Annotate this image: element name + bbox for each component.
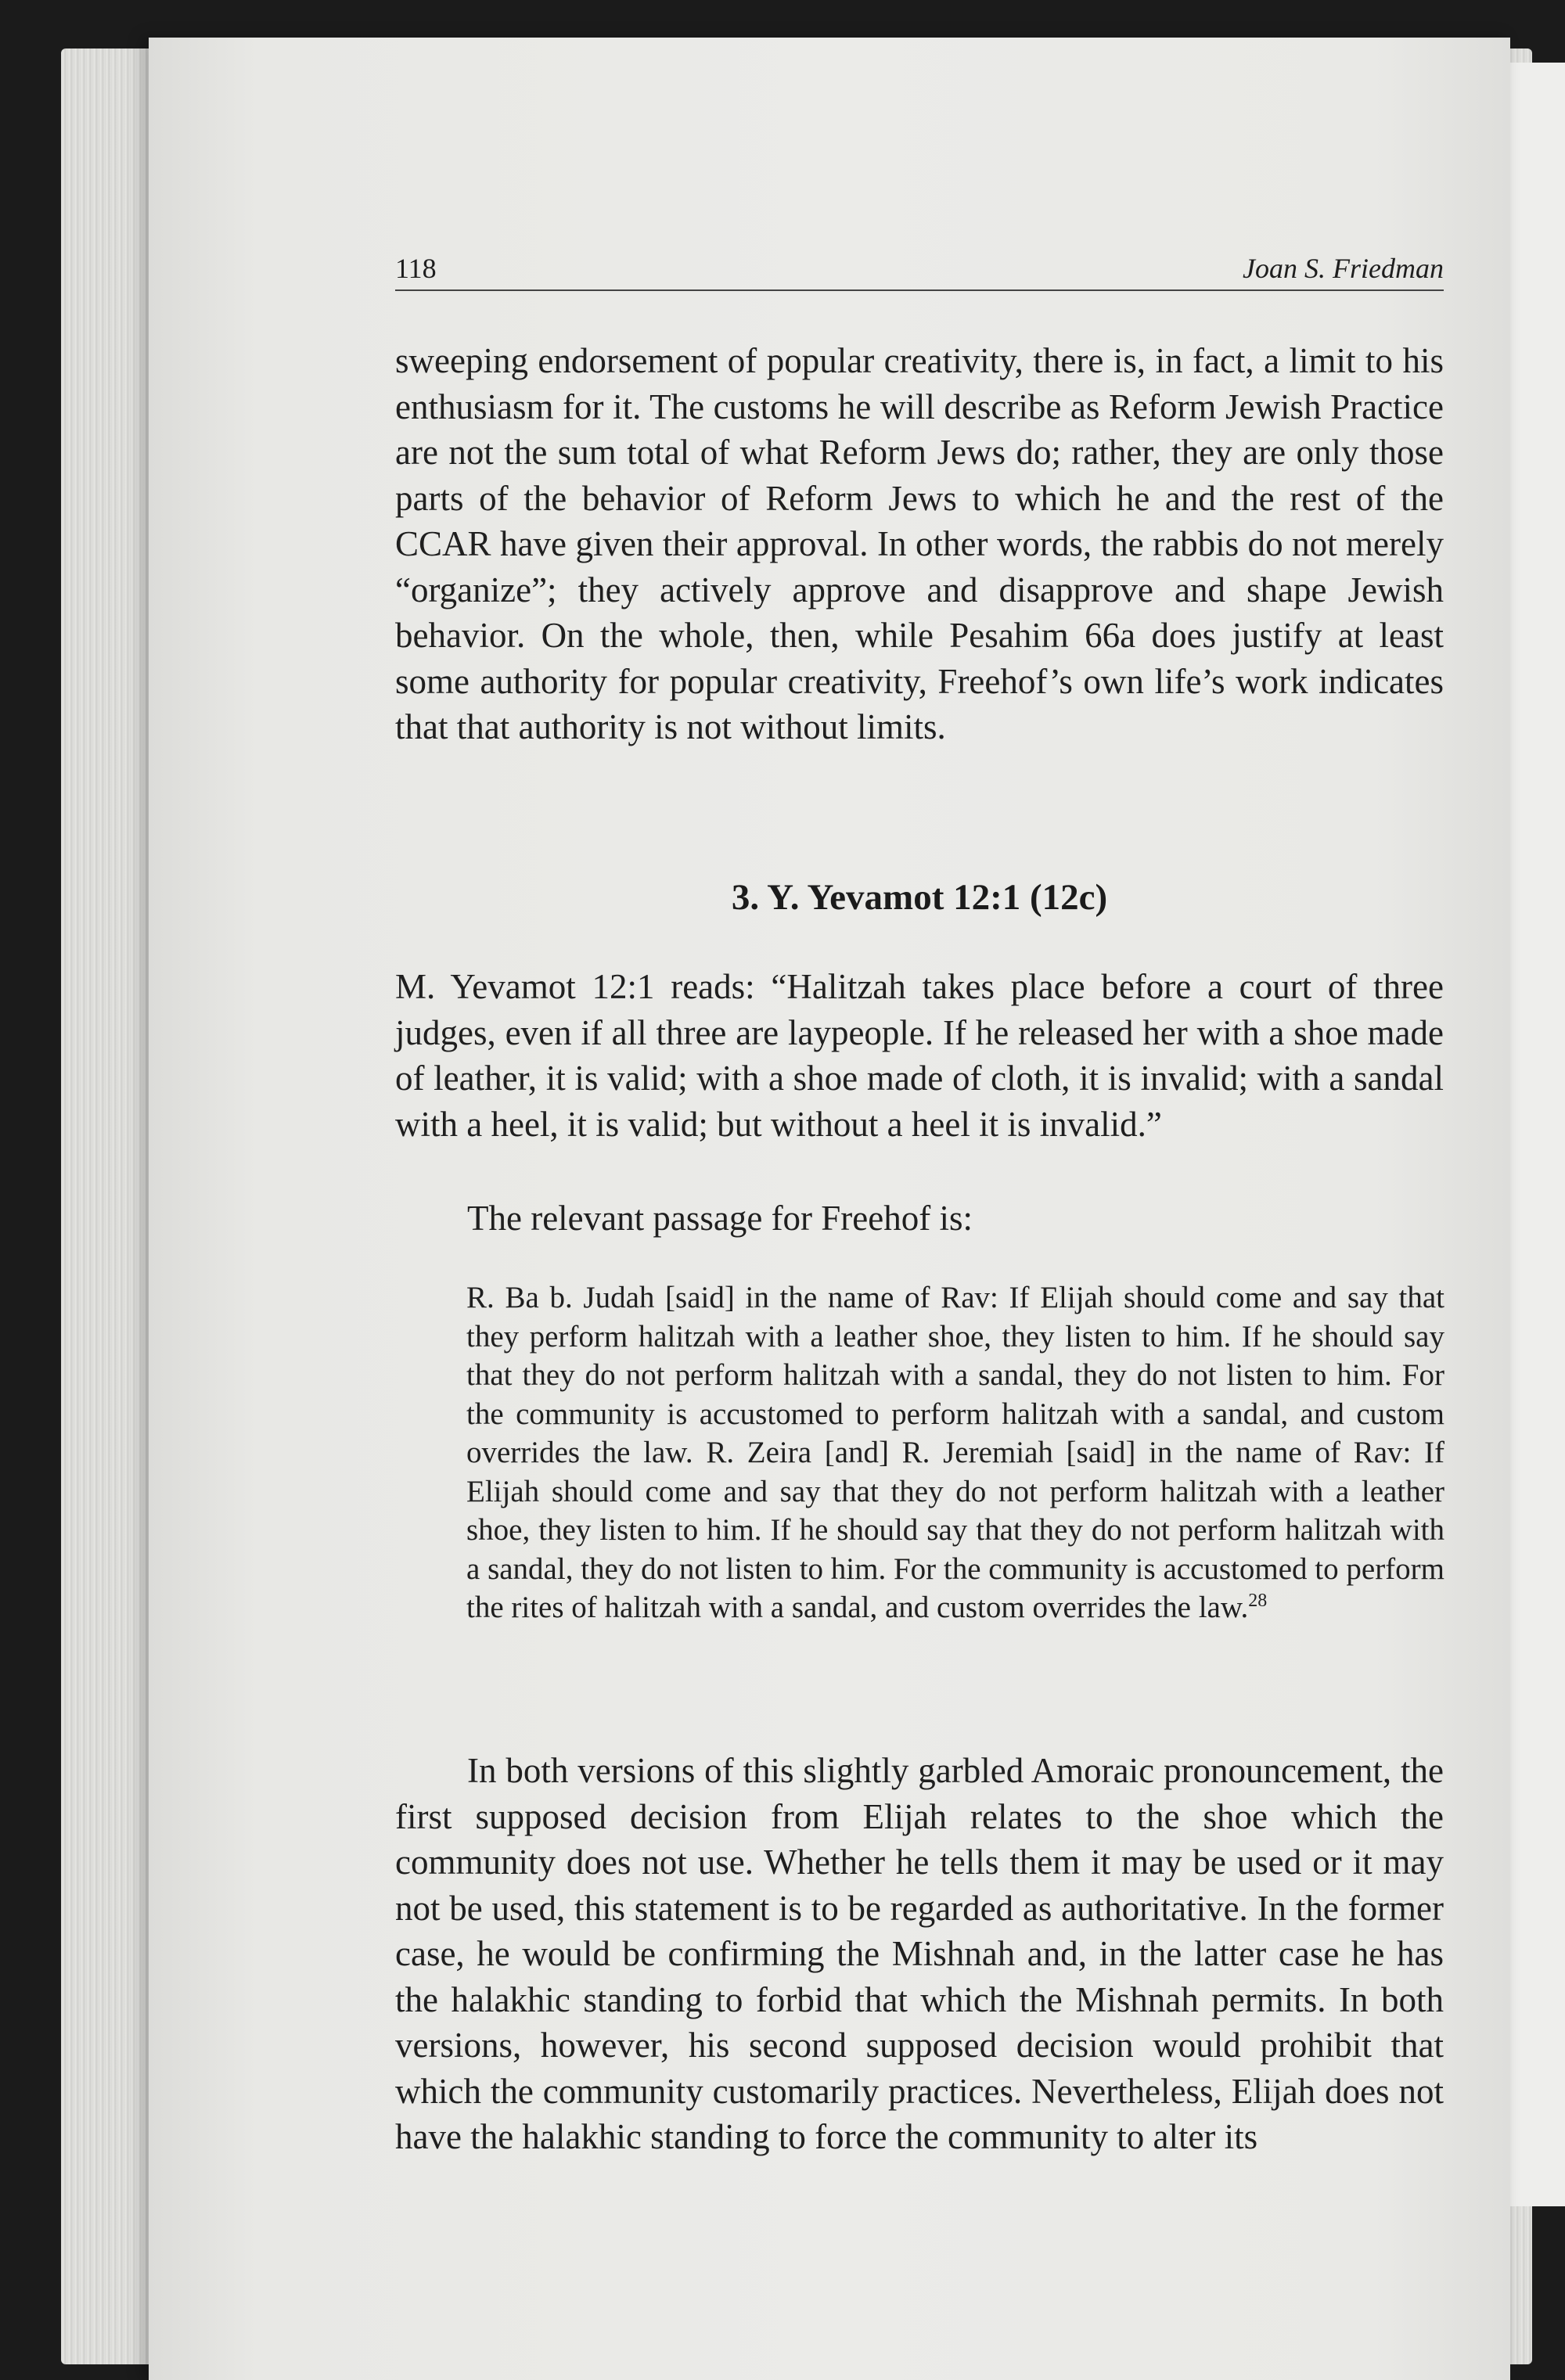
footnote-reference: 28 [1248,1591,1268,1611]
body-paragraph-2: M. Yevamot 12:1 reads: “Halitzah takes place before a court of three judges, even if all three are laypeople. If he released her with a shoe made of leather, it is valid; with a shoe made of cloth, it is invalid; with a sandal with a heel, it is valid; but without a heel it is invalid.” [395,967,1444,1144]
block-quote [466,1278,1444,1627]
body-paragraph-3: The relevant passage for Freehof is: [467,1199,973,1238]
facing-page-edge [1509,63,1565,2206]
page-header [395,249,1444,291]
section-heading: 3. Y. Yevamot 12:1 (12c) [731,877,1108,918]
body-paragraph-4: In both versions of this slightly garbled Amoraic pronouncement, the first supposed decision from Elijah relates to the shoe which the community does not use. Whether he tells them it may be used or it may not be used, this statement is to be regarded as authoritative. In the former case, he would be confirming the Mishnah and, in the latter case he has the halakhic standing to forbid that which the Mishnah permits. In both versions, however, his second supposed decision would prohibit that which the community customarily practices. Nevertheless, Elijah does not have the halakhic standing to force the community to alter its [395,1751,1444,2156]
page-number: 118 [395,253,437,284]
running-head: Joan S. Friedman [1243,253,1444,284]
block-quote-text: R. Ba b. Judah [said] in the name of Rav: If Elijah should come and say that they perform halitzah with a leather shoe, they listen to him. If he should say that they do not perform halitzah with a sandal, they do not listen to him. For the community is accustomed to perform halitzah with a sandal, and custom overrides the law. R. Zeira [and] R. Jeremiah [said] in the name of Rav: If Elijah should come and say that they do not perform halitzah with a leather shoe, they listen to him. If he should say that they do not perform halitzah with a sandal, they do not listen to him. For the community is accustomed to perform the rites of halitzah with a sandal, and custom overrides the law. [466,1281,1444,1624]
body-paragraph-1: sweeping endorsement of popular creativity, there is, in fact, a limit to his enthusiasm for it. The customs he will describe as Reform Jewish Practice are not the sum total of what Reform Jews do; rather, they are only those parts of the behavior of Reform Jews to which he and the rest of the CCAR have given their approval. In other words, the rabbis do not merely “organize”; they actively approve and disapprove and shape Jewish behavior. On the whole, then, while Pesahim 66a does justify at least some authority for popular creativity, Freehof’s own life’s work indicates that that authority is not without limits. [395,341,1444,746]
